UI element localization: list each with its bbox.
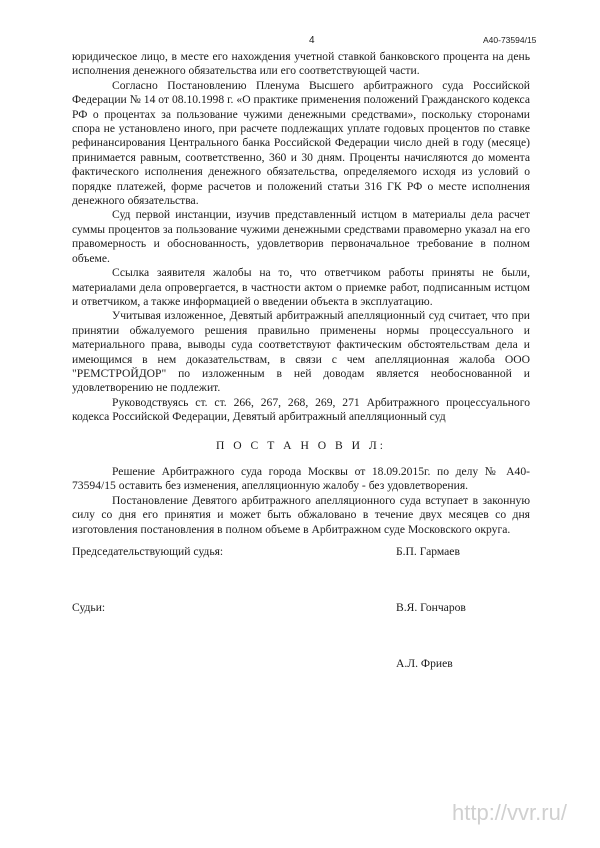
watermark-url: http://vvr.ru/: [452, 800, 567, 825]
presiding-judge-name: Б.П. Гармаев: [396, 545, 460, 558]
judge-name-1: В.Я. Гончаров: [396, 601, 466, 614]
page-number: 4: [309, 35, 315, 46]
paragraph: Руководствуясь ст. ст. 266, 267, 268, 269, 271 Арбитражного процессуального кодекса Российской Федерации, Девятый арбитражный апелляционный суд: [72, 395, 530, 424]
decision-paragraph: Решение Арбитражного суда города Москвы от 18.09.2015г. по делу № А40-73594/15 оставить без изменения, апелляционную жалобу - без удовлетворения.: [72, 464, 530, 493]
paragraph: юридическое лицо, в месте его нахождения учетной ставкой банковского процента на день исполнения денежного обязательства или его соответствующей части.: [72, 50, 530, 78]
case-number: А40-73594/15: [483, 35, 537, 45]
decision-heading: П О С Т А Н О В И Л:: [216, 438, 386, 452]
document-body: [72, 50, 530, 537]
paragraph: Согласно Постановлению Пленума Высшего арбитражного суда Российской Федерации № 14 от 08.10.1998 г. «О практике применения положений Гражданского кодекса РФ о процентах за пользование чужими денежными средствами», поскольку сторонами спора не установлено иного, при расчете подлежащих уплате годовых процентов по ставке рефинансирования Центрального банка Российской Федерации число дней в году (месяце) принимается равным, соответственно, 360 и 30 дням. Проценты начисляются до момента фактического исполнения денежного обязательства, определяемого исходя из условий о порядке платежей, форме расчетов и положений статьи 316 ГК РФ о месте исполнения денежного обязательства.: [72, 78, 530, 208]
paragraph: Ссылка заявителя жалобы на то, что ответчиком работы приняты не были, материалами дела опровергается, в частности актом о приемке работ, подписанным истцом и ответчиком, а также информацией о введении объекта в эксплуатацию.: [72, 266, 530, 308]
decision-paragraph: Постановление Девятого арбитражного апелляционного суда вступает в законную силу со дня его принятия и может быть обжаловано в течение двух месяцев со дня изготовления постановления в полном объеме в Арбитражном суде Московского округа.: [72, 493, 530, 536]
paragraph: Учитывая изложенное, Девятый арбитражный апелляционный суд считает, что при принятии обжалуемого решения правильно применены нормы процессуального и материального права, выводы суда соответствуют фактическим обстоятельствам дела и имеющимся в нем доказательствам, в связи с чем апелляционная жалоба ООО "РЕМСТРОЙДОР" по изложенным в ней доводам является необоснованной и удовлетворению не подлежит.: [72, 309, 530, 395]
presiding-judge-label: Председательствующий судья:: [72, 545, 224, 558]
judges-label: Судьи:: [72, 601, 106, 614]
judge-name-2: А.Л. Фриев: [396, 657, 453, 670]
paragraph: Суд первой инстанции, изучив представленный истцом в материалы дела расчет суммы процентов за пользование чужими денежными средствами правомерно указал на его правомерность и обоснованность, удовлетворив первоначальное требование в полном объеме.: [72, 208, 530, 265]
